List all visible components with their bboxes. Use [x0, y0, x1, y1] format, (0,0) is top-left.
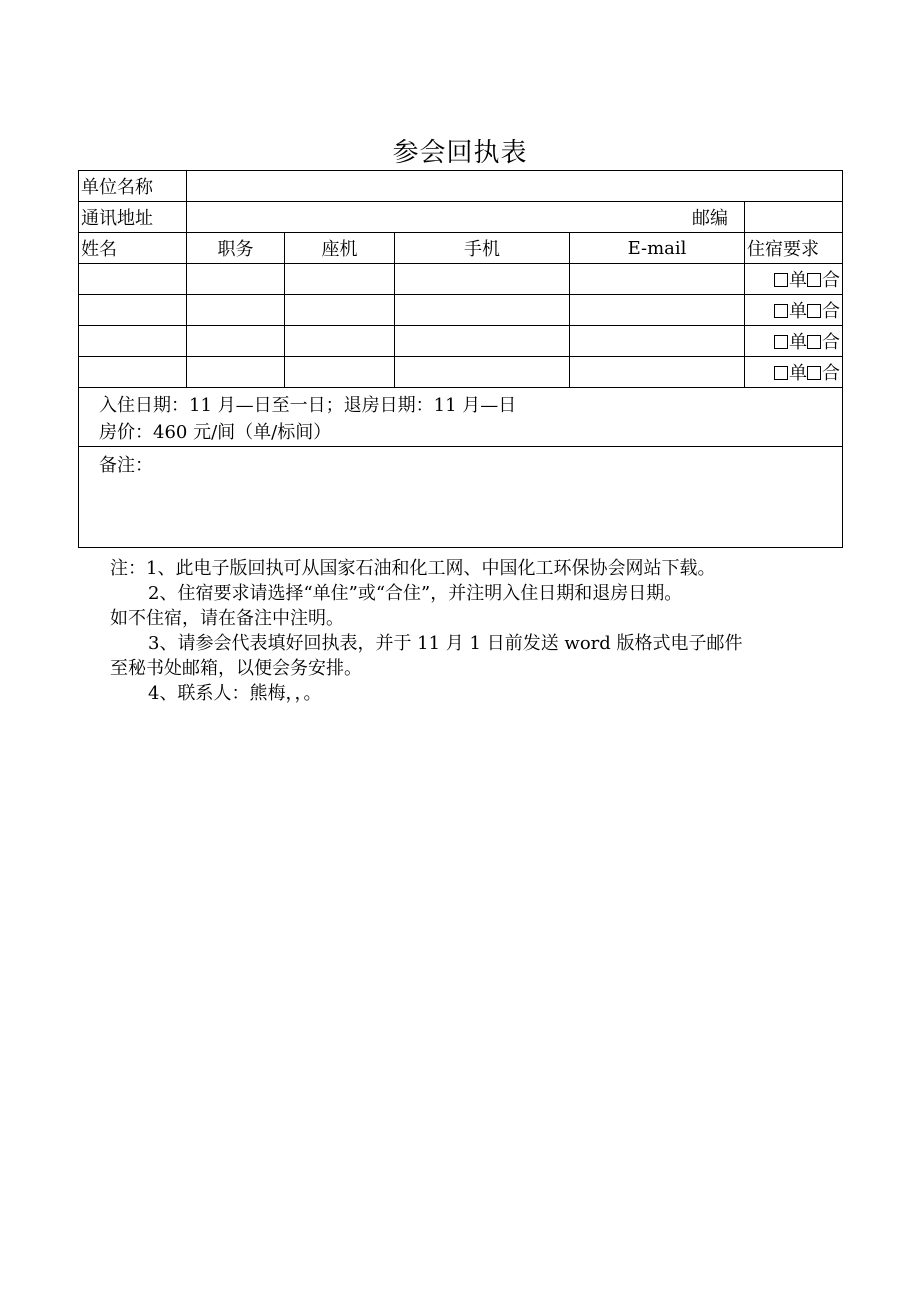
landline-cell[interactable]	[285, 295, 395, 326]
name-cell[interactable]	[79, 357, 187, 388]
single-room-checkbox[interactable]	[774, 304, 788, 318]
table-row	[79, 264, 843, 295]
header-mobile: 手机	[395, 233, 570, 264]
landline-cell[interactable]	[285, 264, 395, 295]
header-name: 姓名	[79, 233, 187, 264]
table-row	[79, 357, 843, 388]
single-room-label: 单	[789, 363, 807, 384]
email-cell[interactable]	[570, 326, 745, 357]
remark-row	[79, 447, 843, 548]
lodging-info-row	[79, 388, 843, 447]
email-cell[interactable]	[570, 295, 745, 326]
single-room-checkbox[interactable]	[774, 335, 788, 349]
mobile-cell[interactable]	[395, 295, 570, 326]
landline-cell[interactable]	[285, 357, 395, 388]
shared-room-checkbox[interactable]	[807, 304, 821, 318]
accommodation-cell	[745, 326, 843, 357]
header-row	[79, 233, 843, 264]
single-room-checkbox[interactable]	[774, 273, 788, 287]
note-1: 注：1、此电子版回执可从国家石油和化工网、中国化工环保协会网站下载。	[110, 558, 716, 579]
remark-field[interactable]	[79, 447, 843, 548]
mobile-cell[interactable]	[395, 264, 570, 295]
remark-label: 备注：	[99, 455, 153, 476]
position-cell[interactable]	[187, 264, 285, 295]
registration-form	[78, 170, 843, 548]
shared-room-label: 合	[822, 301, 840, 322]
email-cell[interactable]	[570, 357, 745, 388]
position-cell[interactable]	[187, 357, 285, 388]
lodging-info-cell	[79, 388, 843, 447]
header-landline: 座机	[285, 233, 395, 264]
single-room-label: 单	[789, 270, 807, 291]
shared-room-checkbox[interactable]	[807, 273, 821, 287]
address-field[interactable]	[187, 202, 745, 233]
name-cell[interactable]	[79, 264, 187, 295]
email-cell[interactable]	[570, 264, 745, 295]
note-3-continued: 至秘书处邮箱，以便会务安排。	[110, 658, 362, 679]
shared-room-checkbox[interactable]	[807, 366, 821, 380]
shared-room-label: 合	[822, 332, 840, 353]
table-row	[79, 326, 843, 357]
postcode-label: 邮编	[692, 208, 728, 229]
accommodation-cell	[745, 264, 843, 295]
mobile-cell[interactable]	[395, 357, 570, 388]
address-label: 通讯地址	[79, 202, 187, 233]
accommodation-cell	[745, 357, 843, 388]
name-cell[interactable]	[79, 326, 187, 357]
note-2-continued: 如不住宿，请在备注中注明。	[110, 608, 344, 629]
single-room-checkbox[interactable]	[774, 366, 788, 380]
landline-cell[interactable]	[285, 326, 395, 357]
name-cell[interactable]	[79, 295, 187, 326]
shared-room-label: 合	[822, 363, 840, 384]
single-room-label: 单	[789, 332, 807, 353]
header-position: 职务	[187, 233, 285, 264]
header-accommodation: 住宿要求	[745, 233, 843, 264]
shared-room-label: 合	[822, 270, 840, 291]
note-4: 4、联系人：熊梅，，。	[148, 683, 322, 704]
table-row	[79, 295, 843, 326]
room-price-text: 房价：460 元/间（单/标间）	[99, 422, 332, 443]
unit-row	[79, 171, 843, 202]
checkin-dates-text: 入住日期：11 月—日至一日；退房日期：11 月—日	[99, 395, 517, 416]
position-cell[interactable]	[187, 295, 285, 326]
mobile-cell[interactable]	[395, 326, 570, 357]
address-row	[79, 202, 843, 233]
position-cell[interactable]	[187, 326, 285, 357]
shared-room-checkbox[interactable]	[807, 335, 821, 349]
note-2: 2、住宿要求请选择“单住”或“合住”，并注明入住日期和退房日期。	[148, 583, 683, 604]
unit-field[interactable]	[187, 171, 843, 202]
single-room-label: 单	[789, 301, 807, 322]
note-3: 3、请参会代表填好回执表，并于 11 月 1 日前发送 word 版格式电子邮件	[148, 633, 743, 654]
notes-section	[110, 556, 840, 706]
accommodation-cell	[745, 295, 843, 326]
header-email: E-mail	[570, 233, 745, 264]
postcode-field[interactable]	[745, 202, 843, 233]
unit-label: 单位名称	[79, 171, 187, 202]
page-title: 参会回执表	[392, 138, 528, 168]
